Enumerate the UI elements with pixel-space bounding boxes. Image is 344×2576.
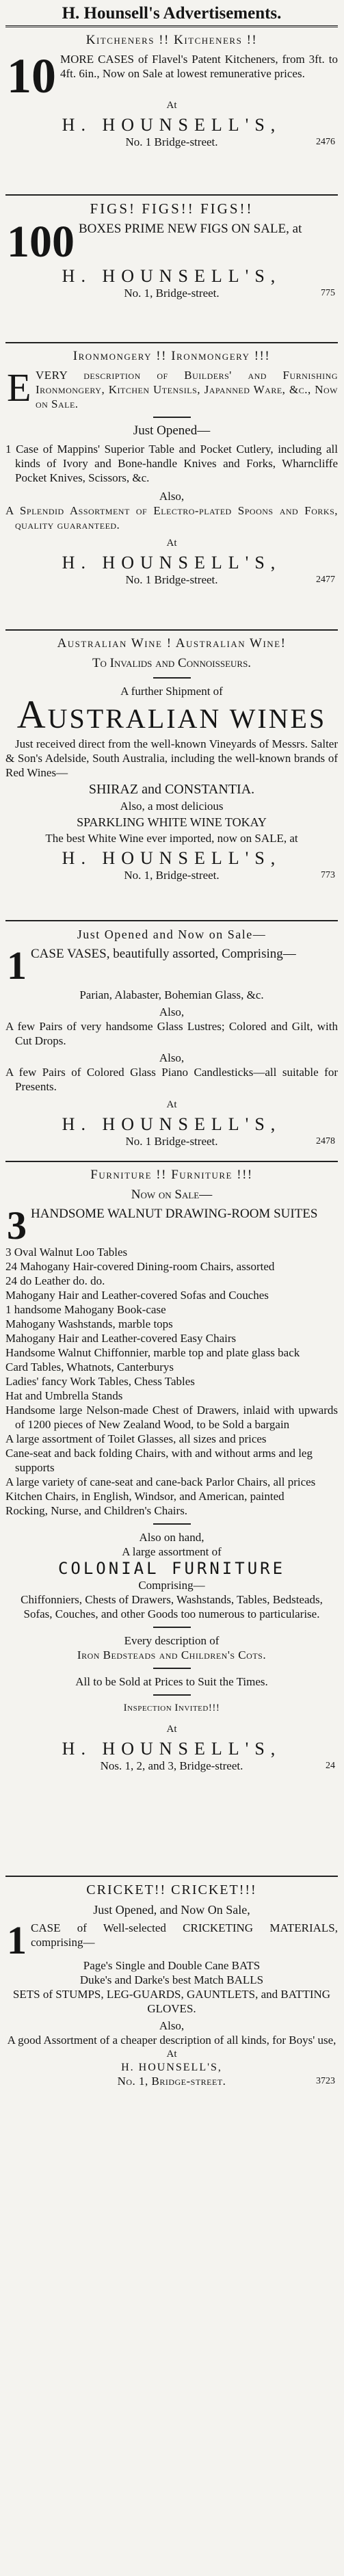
merchant-address: [5, 135, 338, 149]
list-item: Mahogany Washstands, marble tops: [5, 1317, 173, 1331]
duke-balls: Duke's and Darke's best Match BALLS: [79, 1973, 264, 1987]
ad-intro: [5, 946, 338, 984]
good-assortment: A good Assortment of a cheaper description of all kinds, for Boys' use,: [7, 2034, 336, 2047]
lustres-line: A few Pairs of very handsome Glass Lustres; Colored and Gilt, with Cut Drops.: [5, 1020, 338, 1048]
ad-intro-text: BOXES PRIME NEW FIGS ON SALE, at: [79, 222, 302, 236]
wine-ad: [5, 631, 338, 921]
ad-heading: CRICKET!! CRICKET!!!: [86, 1882, 257, 1897]
merchant-name: H. HOUNSELL'S,: [62, 1114, 282, 1135]
merchant-address: [5, 2075, 338, 2088]
ad-heading: Ironmongery !! Ironmongery !!!: [72, 349, 271, 363]
merchant-address: [5, 1135, 338, 1148]
ad-number: 3723: [316, 2076, 335, 2087]
ad-intro: [5, 368, 338, 411]
vases-ad: [5, 921, 338, 1162]
tokay-line: SPARKLING WHITE WINE TOKAY: [77, 815, 267, 829]
merchant-address: [5, 869, 338, 882]
ad-subheading: Just Opened, and Now On Sale,: [93, 1903, 250, 1917]
big-number: 1: [7, 1921, 27, 1959]
at-label: At: [166, 538, 177, 549]
cricket-ad: [5, 1877, 338, 2089]
iron-bedsteads: Iron Bedsteads and Children's Cots.: [77, 1648, 267, 1662]
merchant-name: H. HOUNSELL'S,: [62, 553, 282, 573]
just-opened: Just Opened—: [133, 423, 211, 438]
address-text: Nos. 1, 2, and 3, Bridge-street.: [100, 1759, 243, 1773]
list-item: Mahogany Hair and Leather-covered Sofas and Couches: [5, 1289, 269, 1302]
list-item: Card Tables, Whatnots, Canterburys: [5, 1361, 174, 1374]
at-label: At: [166, 1724, 177, 1735]
list-item: 24 do Leather do. do.: [5, 1274, 105, 1288]
furniture-list: [5, 1245, 338, 1518]
candlesticks-line: A few Pairs of Colored Glass Piano Candlesticks—all suitable for Presents.: [5, 1066, 338, 1094]
every-description: Every description of: [124, 1634, 220, 1648]
list-item: Kitchen Chairs, in English, Windsor, and American, painted: [5, 1490, 285, 1503]
at-label: At: [166, 100, 177, 111]
address-text: No. 1 Bridge-street.: [125, 573, 218, 586]
also-on-hand: Also on hand,: [139, 1531, 204, 1545]
ad-number: 2477: [316, 575, 335, 585]
item-cutlery: 1 Case of Mappins' Superior Table and Pocket Cutlery, including all kinds of Ivory and Bone-handle Knives and Forks, Wharncliffe Pocket Knives, Scissors, &c.: [5, 443, 338, 484]
list-item: Rocking, Nurse, and Children's Chairs.: [5, 1504, 188, 1518]
drop-cap: A: [16, 692, 48, 737]
divider: [153, 1668, 191, 1669]
wine-details: Just received direct from the well-known Vineyards of Messrs. Salter & Son's Adelside, South Australia, including the well-known brands of Red Wines—: [5, 737, 338, 779]
also-label: Also,: [159, 1006, 185, 1019]
list-item: A large variety of cane-seat and cane-back Parlor Chairs, all prices: [5, 1475, 316, 1489]
merchant-name: H. HOUNSELL'S,: [62, 115, 282, 135]
merchant-name: H. HOUNSELL'S,: [62, 265, 282, 286]
inspection-invited: Inspection Invited!!!: [123, 1703, 220, 1714]
shiraz-line: SHIRAZ and CONSTANTIA.: [88, 782, 255, 797]
ad-intro: [5, 52, 338, 98]
comprising-label: Comprising—: [138, 1579, 205, 1592]
list-item: 3 Oval Walnut Loo Tables: [5, 1246, 128, 1259]
divider: [153, 417, 191, 418]
list-item: Cane-seat and back folding Chairs, with and without arms and leg supports: [5, 1447, 313, 1475]
ad-number: 2476: [316, 137, 335, 148]
ad-heading: Kitcheners !! Kitcheners !!: [85, 33, 258, 47]
merchant-address: [5, 287, 338, 300]
big-number: 1: [7, 946, 27, 984]
list-item: 1 handsome Mahogany Book-case: [5, 1303, 166, 1317]
ad-subheading: To Invalids and Connoisseurs.: [92, 656, 252, 670]
ad-heading: Australian Wine ! Australian Wine!: [57, 636, 287, 650]
colonial-items: Chiffonniers, Chests of Drawers, Washstands, Tables, Bedsteads, Sofas, Couches, and other Goods too numerous to particularise.: [21, 1593, 323, 1621]
figs-ad: [5, 196, 338, 343]
also-label: Also,: [159, 1051, 185, 1065]
list-item: Ladies' fancy Work Tables, Chess Tables: [5, 1375, 195, 1389]
ad-intro-text: CASE of Well-selected CRICKETING MATERIALS, comprising—: [31, 1921, 338, 1949]
address-text: No. 1, Bridge-street.: [117, 2075, 226, 2088]
at-label: At: [166, 2049, 177, 2060]
now-on-sale: Now on Sale—: [131, 1187, 213, 1202]
shipment-text: A further Shipment of: [120, 685, 223, 698]
list-item: 24 Mahogany Hair-covered Dining-room Chairs, assorted: [5, 1260, 275, 1274]
address-text: No. 1, Bridge-street.: [124, 869, 220, 882]
ad-intro: [5, 220, 338, 263]
big-number: 100: [7, 220, 75, 263]
ad-number: 775: [321, 287, 335, 298]
address-text: No. 1, Bridge-street.: [124, 286, 220, 300]
ad-number: 24: [326, 1761, 335, 1772]
ad-intro: [5, 1206, 338, 1244]
australian-wines-title: [5, 692, 338, 737]
materials-line: Parian, Alabaster, Bohemian Glass, &c.: [79, 988, 264, 1002]
page-title: H. Hounsell's Advertisements.: [5, 0, 338, 27]
address-text: No. 1 Bridge-street.: [125, 1135, 218, 1148]
divider: [153, 1694, 191, 1696]
list-item: A large assortment of Toilet Glasses, all sizes and prices: [5, 1432, 267, 1446]
list-item: Mahogany Hair and Leather-covered Easy Chairs: [5, 1332, 237, 1345]
item-electroplate: A Splendid Assortment of Electro-plated Spoons and Forks, quality guaranteed.: [5, 504, 338, 531]
merchant-address: [5, 573, 338, 587]
big-number: 10: [7, 52, 56, 99]
merchant-name: H. HOUNSELL'S,: [62, 1739, 282, 1759]
title-word: USTRALIAN WINES: [47, 703, 327, 734]
ad-heading: FIGS! FIGS!! FIGS!!: [90, 200, 254, 217]
stumps-line: SETS of STUMPS, LEG-GUARDS, GAUNTLETS, and BATTING GLOVES.: [12, 1988, 331, 2016]
divider: [153, 1523, 191, 1525]
all-sold-line: All to be Sold at Prices to Suit the Times.: [75, 1675, 268, 1689]
ad-intro: [5, 1921, 338, 1958]
list-item: Handsome Walnut Chiffonnier, marble top and plate glass back: [5, 1346, 300, 1360]
big-number: 3: [7, 1206, 27, 1244]
also-label: Also,: [159, 490, 185, 503]
ad-heading: Just Opened and Now on Sale—: [77, 928, 267, 941]
colonial-furniture-title: COLONIAL FURNITURE: [57, 1559, 286, 1579]
address-text: No. 1 Bridge-street.: [125, 135, 218, 149]
large-assortment: A large assortment of: [122, 1545, 222, 1559]
ad-number: 773: [321, 870, 335, 880]
list-item: Hat and Umbrella Stands: [5, 1389, 123, 1403]
also-label: Also,: [159, 2019, 185, 2033]
ad-heading: Furniture !! Furniture !!!: [90, 1168, 253, 1182]
ad-intro-text: HANDSOME WALNUT DRAWING-ROOM SUITES: [31, 1207, 318, 1221]
merchant-address: [5, 1759, 338, 1773]
list-item: Handsome large Nelson-made Chest of Drawers, inlaid with upwards of 1200 pieces of New Zealand Wood, to be Sold a bargain: [5, 1404, 338, 1432]
ad-intro-text: MORE CASES of Flavel's Patent Kitcheners, from 3ft. to 4ft. 6in., Now on Sale at lowest remunerative prices.: [60, 53, 338, 80]
also-delicious: Also, a most delicious: [120, 800, 224, 813]
divider: [153, 677, 191, 679]
best-wine-text: The best White Wine ever imported, now on SALE, at: [45, 832, 298, 845]
at-label: At: [166, 1099, 177, 1111]
divider: [153, 1627, 191, 1628]
ad-number: 2478: [316, 1136, 335, 1147]
kitcheners-ad: [5, 27, 338, 196]
ironmongery-ad: [5, 343, 338, 631]
merchant-name: H. HOUNSELL'S,: [62, 848, 282, 868]
page-bats: Page's Single and Double Cane BATS: [83, 1959, 261, 1973]
ad-intro-text: VERY description of Builders' and Furnishing Ironmongery, Kitchen Utensils, Japanned Ware, &c., Now on Sale.: [35, 369, 338, 410]
merchant-name: H. HOUNSELL'S,: [121, 2062, 222, 2074]
ad-intro-text: CASE VASES, beautifully assorted, Comprising—: [31, 947, 296, 961]
drop-cap: E: [7, 368, 31, 410]
furniture-ad: [5, 1162, 338, 1877]
